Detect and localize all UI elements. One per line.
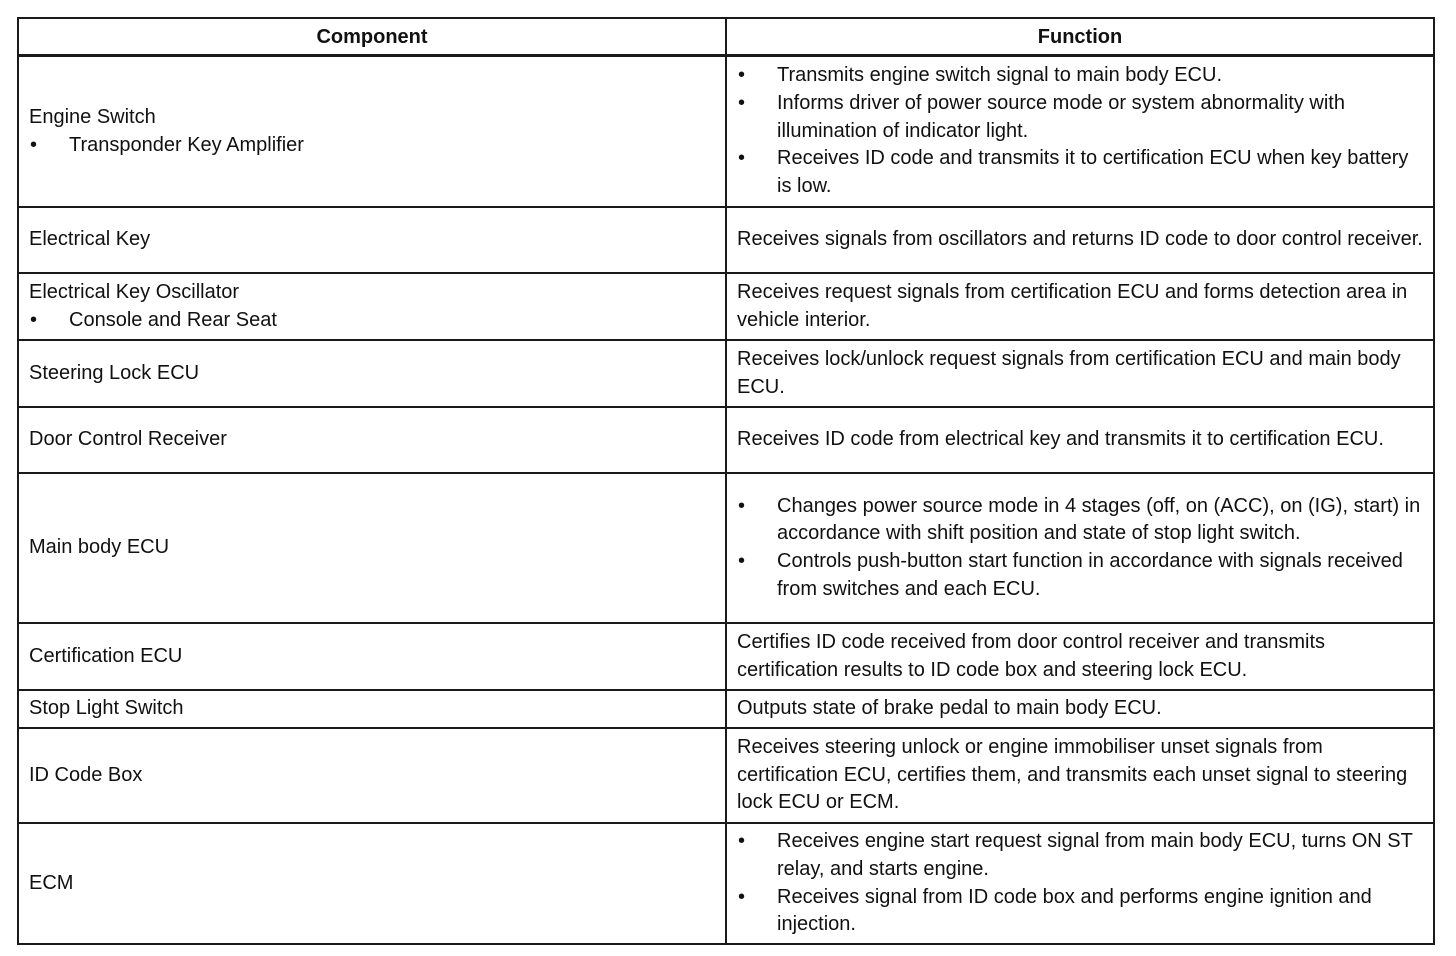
function-bullet-text: Controls push-button start function in accordance with signals received from switches and each ECU.	[777, 550, 1403, 600]
component-sub-item	[29, 132, 715, 160]
function-cell	[727, 341, 1433, 406]
component-cell	[19, 691, 727, 727]
function-cell	[727, 474, 1433, 622]
component-name: Certification ECU	[29, 644, 183, 667]
component-sub-label: Console and Rear Seat	[69, 308, 277, 331]
function-bullet	[737, 145, 1423, 200]
table-row	[19, 339, 1433, 406]
component-sub-label: Transponder Key Amplifier	[69, 133, 304, 156]
function-bullet-text: Transmits engine switch signal to main body ECU.	[777, 64, 1222, 87]
bullet-icon: •	[738, 550, 746, 572]
function-bullet	[737, 90, 1423, 145]
bullet-icon: •	[738, 494, 746, 517]
function-cell	[727, 57, 1433, 206]
table-row	[19, 622, 1433, 689]
function-bullet	[737, 493, 1423, 548]
function-cell	[727, 691, 1433, 727]
component-name: Steering Lock ECU	[29, 361, 200, 384]
bullet-icon: •	[738, 885, 746, 908]
function-text: Receives steering unlock or engine immobiliser unset signals from certification ECU, certifies them, and transmits each unset signal to steering lock ECU or ECM.	[737, 735, 1408, 814]
component-cell	[19, 274, 727, 339]
bullet-icon: •	[738, 830, 746, 853]
table-row	[19, 689, 1433, 727]
function-text: Receives lock/unlock request signals from certification ECU and main body ECU.	[737, 347, 1401, 398]
function-bullet-text: Receives signal from ID code box and performs engine ignition and injection.	[777, 885, 1372, 936]
component-cell	[19, 824, 727, 943]
function-text: Receives signals from oscillators and returns ID code to door control receiver.	[737, 228, 1423, 251]
component-name: Door Control Receiver	[29, 428, 227, 451]
table-row	[19, 272, 1433, 339]
component-name: Electrical Key Oscillator	[29, 280, 240, 303]
bullet-icon: •	[738, 147, 746, 170]
component-function-table	[17, 17, 1435, 945]
component-cell	[19, 341, 727, 406]
table-row	[19, 822, 1433, 943]
header-component-label: Component	[316, 25, 428, 48]
function-bullet	[737, 62, 1423, 90]
component-cell	[19, 729, 727, 822]
component-name: Main body ECU	[29, 536, 170, 559]
bullet-icon: •	[738, 91, 746, 114]
component-cell	[19, 474, 727, 622]
component-name: ECM	[29, 871, 74, 894]
header-component	[19, 19, 727, 54]
function-bullet-text: Changes power source mode in 4 stages (off, on (ACC), on (IG), start) in accordance with shift position and state of stop light switch.	[777, 494, 1421, 545]
function-cell	[727, 408, 1433, 472]
function-cell	[727, 208, 1433, 272]
function-cell	[727, 824, 1433, 943]
table-row	[19, 206, 1433, 272]
component-name: Engine Switch	[29, 105, 156, 128]
function-bullet	[737, 828, 1423, 883]
table-header-row	[19, 19, 1433, 56]
component-sub-item	[29, 307, 715, 335]
component-cell	[19, 624, 727, 689]
header-function-label: Function	[1037, 25, 1123, 48]
function-bullet-text: Receives ID code and transmits it to certification ECU when key battery is low.	[777, 147, 1409, 198]
table-row	[19, 56, 1433, 206]
component-name: Electrical Key	[29, 228, 151, 251]
function-bullet	[737, 884, 1423, 939]
component-cell	[19, 57, 727, 206]
bullet-icon: •	[30, 133, 38, 156]
component-name: ID Code Box	[29, 763, 143, 786]
function-text: Receives request signals from certification ECU and forms detection area in vehicle interior.	[737, 280, 1408, 331]
function-bullet	[737, 548, 1423, 603]
function-cell	[727, 624, 1433, 689]
function-text: Receives ID code from electrical key and transmits it to certification ECU.	[737, 428, 1384, 451]
table-row	[19, 406, 1433, 472]
bullet-icon: •	[738, 64, 746, 87]
function-bullet-text: Receives engine start request signal from main body ECU, turns ON ST relay, and starts engine.	[777, 830, 1413, 880]
function-cell	[727, 274, 1433, 339]
component-cell	[19, 408, 727, 472]
header-function	[727, 19, 1433, 54]
function-text: Outputs state of brake pedal to main body ECU.	[737, 697, 1162, 720]
function-bullet-text: Informs driver of power source mode or system abnormality with illumination of indicator light.	[777, 91, 1345, 142]
bullet-icon: •	[30, 308, 38, 331]
function-cell	[727, 729, 1433, 822]
function-text: Certifies ID code received from door control receiver and transmits certification results to ID code box and steering lock ECU.	[737, 630, 1326, 681]
component-cell	[19, 208, 727, 272]
table-row	[19, 727, 1433, 822]
table-row	[19, 472, 1433, 622]
component-name: Stop Light Switch	[29, 697, 184, 720]
